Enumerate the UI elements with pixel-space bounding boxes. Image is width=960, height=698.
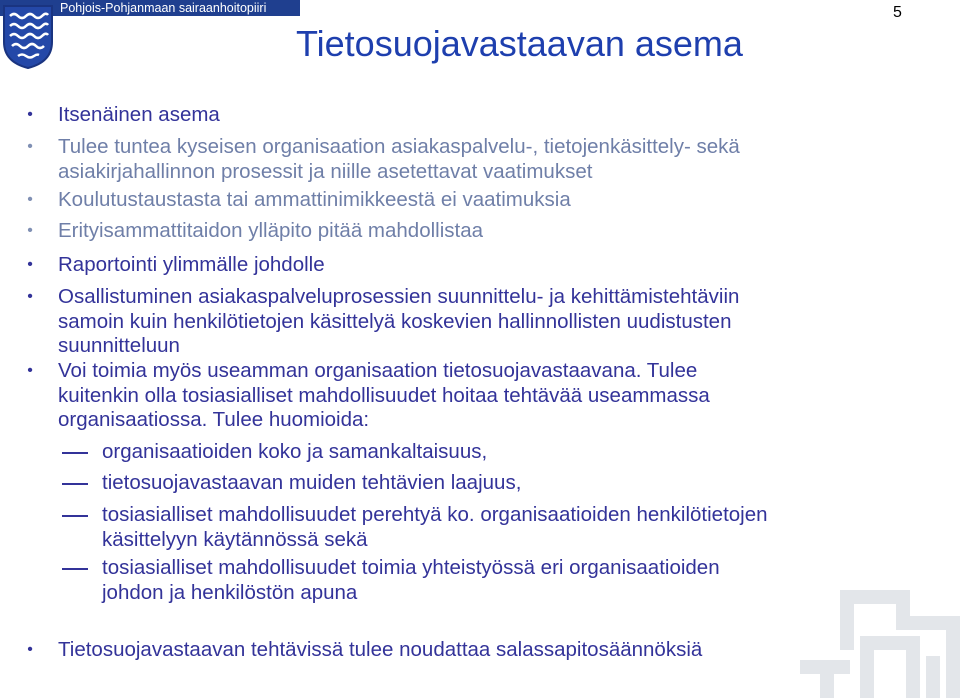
list-item-text: Tulee tuntea kyseisen organisaation asiakaspalvelu-, tietojenkäsittely- sekä — [58, 135, 740, 158]
dash-marker — [62, 483, 88, 485]
list-item-text: suunnitteluun — [58, 334, 180, 357]
slide-title: Tietosuojavastaavan asema — [296, 23, 743, 64]
list-item-text: kuitenkin olla tosiasialliset mahdollisuudet hoitaa tehtävää useammassa — [58, 383, 710, 407]
dash-marker — [62, 515, 88, 517]
list-item-text: samoin kuin henkilötietojen käsittelyä koskevien hallinnollisten uudistusten — [58, 309, 732, 333]
dash-marker — [62, 568, 88, 570]
list-item-text: Osallistuminen asiakaspalveluprosessien suunnittelu- ja kehittämistehtäviin — [58, 285, 740, 308]
sub-list-item-text: tietosuojavastaavan muiden tehtävien laajuus, — [102, 471, 522, 494]
list-item-text: Itsenäinen asema — [58, 103, 220, 126]
sub-list-item-text: käsittelyyn käytännössä sekä — [102, 527, 368, 551]
bullet-marker: • — [27, 256, 33, 273]
list-item-text: asiakirjahallinnon prosessit ja niille asetettavat vaatimukset — [58, 159, 593, 183]
organization-name: Pohjois-Pohjanmaan sairaanhoitopiiri — [60, 1, 267, 15]
list-item-text: Raportointi ylimmälle johdolle — [58, 253, 325, 276]
bullet-marker: • — [27, 288, 33, 305]
final-list-item: Tietosuojavastaavan tehtävissä tulee noudattaa salassapitosäännöksiä — [58, 638, 703, 661]
bullet-marker: • — [27, 362, 33, 379]
dash-marker — [62, 452, 88, 454]
bullet-marker: • — [27, 641, 33, 658]
sub-list-item-text: organisaatioiden koko ja samankaltaisuus, — [102, 440, 488, 463]
page-number: 5 — [893, 4, 902, 21]
bullet-marker: • — [27, 222, 33, 239]
bullet-marker: • — [27, 138, 33, 155]
sub-list-item-text: tosiasialliset mahdollisuudet toimia yhteistyössä eri organisaatioiden — [102, 556, 720, 579]
coat-of-arms-icon — [2, 2, 54, 70]
sub-list-item-text: johdon ja henkilöstön apuna — [102, 580, 358, 604]
bullet-marker: • — [27, 106, 33, 123]
list-item-text: Koulutustaustasta tai ammattinimikkeestä ei vaatimuksia — [58, 188, 571, 211]
bullet-marker: • — [27, 191, 33, 208]
list-item-text: organisaatiossa. Tulee huomioida: — [58, 408, 370, 431]
list-item-text: Erityisammattitaidon ylläpito pitää mahdollistaa — [58, 219, 484, 242]
list-item-text: Voi toimia myös useamman organisaation tietosuojavastaavana. Tulee — [58, 359, 698, 382]
sub-list-item-text: tosiasialliset mahdollisuudet perehtyä ko. organisaatioiden henkilötietojen — [102, 503, 768, 526]
